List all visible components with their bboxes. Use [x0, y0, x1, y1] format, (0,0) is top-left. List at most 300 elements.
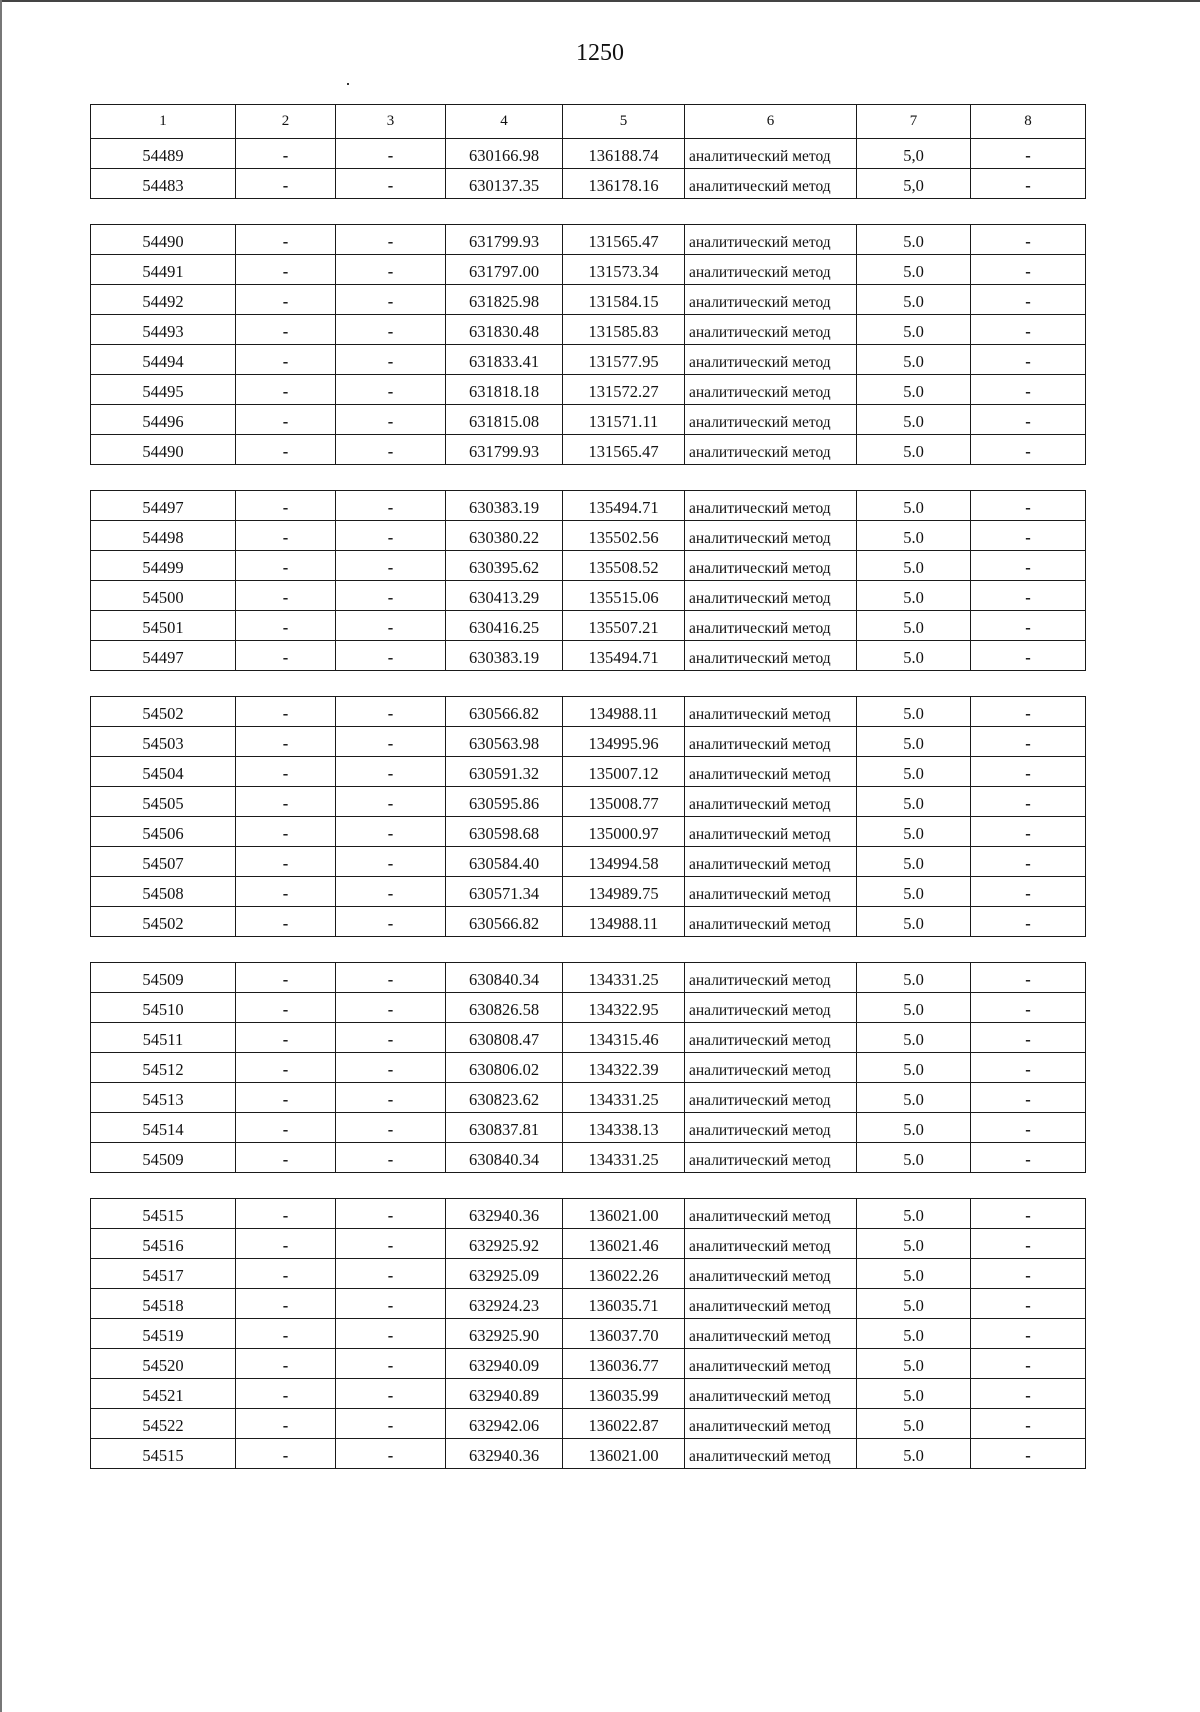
table-cell: - [971, 817, 1086, 847]
table-cell: - [971, 139, 1086, 169]
table-cell: - [336, 877, 446, 907]
page-top-border [0, 0, 1200, 2]
table-cell: 54511 [91, 1023, 236, 1053]
table-cell: - [971, 1143, 1086, 1173]
table-cell: - [236, 1439, 336, 1469]
table-cell: 134989.75 [563, 877, 685, 907]
table-cell: аналитический метод [685, 139, 857, 169]
table-cell: аналитический метод [685, 727, 857, 757]
table-cell: - [236, 697, 336, 727]
table-cell: 630416.25 [446, 611, 563, 641]
table-cell: 54510 [91, 993, 236, 1023]
table-cell: 631799.93 [446, 435, 563, 465]
table-row [91, 581, 1086, 611]
table-cell: 630826.58 [446, 993, 563, 1023]
table-cell: 630137.35 [446, 169, 563, 199]
table-cell: - [336, 1023, 446, 1053]
table-group [90, 104, 1085, 199]
table-cell: - [336, 787, 446, 817]
table-group [90, 696, 1085, 937]
table-cell: - [971, 993, 1086, 1023]
table-cell: 131571.11 [563, 405, 685, 435]
table-cell: - [236, 847, 336, 877]
table-cell: 631799.93 [446, 225, 563, 255]
table-cell: 5.0 [857, 787, 971, 817]
table-cell: аналитический метод [685, 315, 857, 345]
coordinate-table [90, 696, 1086, 937]
table-cell: 5,0 [857, 169, 971, 199]
table-cell: - [236, 641, 336, 671]
table-cell: аналитический метод [685, 1113, 857, 1143]
table-cell: - [971, 611, 1086, 641]
table-cell: - [236, 1319, 336, 1349]
table-cell: 5.0 [857, 963, 971, 993]
table-cell: 5.0 [857, 1319, 971, 1349]
table-cell: - [236, 1379, 336, 1409]
table-cell: - [236, 1259, 336, 1289]
table-group [90, 962, 1085, 1173]
table-row [91, 551, 1086, 581]
table-cell: 54483 [91, 169, 236, 199]
table-cell: аналитический метод [685, 285, 857, 315]
table-cell: 630840.34 [446, 963, 563, 993]
table-cell: 54512 [91, 1053, 236, 1083]
table-cell: 54506 [91, 817, 236, 847]
column-header: 1 [91, 105, 236, 139]
table-cell: - [971, 345, 1086, 375]
table-row [91, 727, 1086, 757]
column-header: 4 [446, 105, 563, 139]
table-cell: 134338.13 [563, 1113, 685, 1143]
table-cell: 630566.82 [446, 907, 563, 937]
table-cell: 5.0 [857, 1083, 971, 1113]
table-cell: - [336, 727, 446, 757]
table-cell: - [236, 255, 336, 285]
table-cell: аналитический метод [685, 345, 857, 375]
table-cell: 54493 [91, 315, 236, 345]
table-cell: 5.0 [857, 1289, 971, 1319]
table-cell: - [971, 435, 1086, 465]
table-cell: 632942.06 [446, 1409, 563, 1439]
table-cell: 131584.15 [563, 285, 685, 315]
table-cell: - [236, 817, 336, 847]
table-cell: 5.0 [857, 375, 971, 405]
table-cell: 630413.29 [446, 581, 563, 611]
table-cell: 632940.89 [446, 1379, 563, 1409]
table-cell: аналитический метод [685, 641, 857, 671]
table-cell: 5.0 [857, 1439, 971, 1469]
table-cell: 630823.62 [446, 1083, 563, 1113]
page-left-border [0, 0, 2, 1712]
table-cell: - [971, 1379, 1086, 1409]
table-cell: аналитический метод [685, 1083, 857, 1113]
table-cell: 630591.32 [446, 757, 563, 787]
table-cell: 630383.19 [446, 641, 563, 671]
table-cell: - [336, 1319, 446, 1349]
table-cell: - [971, 847, 1086, 877]
table-cell: 5.0 [857, 1349, 971, 1379]
table-cell: 135000.97 [563, 817, 685, 847]
table-cell: аналитический метод [685, 697, 857, 727]
table-cell: аналитический метод [685, 1349, 857, 1379]
table-cell: 630584.40 [446, 847, 563, 877]
page-number: 1250 [576, 40, 624, 66]
table-cell: - [236, 877, 336, 907]
table-cell: 54494 [91, 345, 236, 375]
table-cell: 134331.25 [563, 963, 685, 993]
table-cell: 54500 [91, 581, 236, 611]
table-cell: 54509 [91, 1143, 236, 1173]
table-cell: 134988.11 [563, 907, 685, 937]
table-row [91, 521, 1086, 551]
table-cell: - [236, 1199, 336, 1229]
table-cell: 5.0 [857, 255, 971, 285]
table-row [91, 139, 1086, 169]
coordinate-table [90, 1198, 1086, 1469]
table-cell: аналитический метод [685, 1409, 857, 1439]
coordinate-tables [90, 104, 1085, 1494]
table-cell: - [236, 993, 336, 1023]
table-cell: - [971, 551, 1086, 581]
table-cell: - [971, 1289, 1086, 1319]
table-cell: 54501 [91, 611, 236, 641]
table-cell: 136036.77 [563, 1349, 685, 1379]
table-cell: 54518 [91, 1289, 236, 1319]
table-cell: 54519 [91, 1319, 236, 1349]
table-cell: 54515 [91, 1439, 236, 1469]
table-cell: 54489 [91, 139, 236, 169]
table-cell: 134994.58 [563, 847, 685, 877]
table-cell: - [336, 641, 446, 671]
table-cell: аналитический метод [685, 1053, 857, 1083]
table-cell: - [336, 169, 446, 199]
table-cell: - [236, 1409, 336, 1439]
table-cell: аналитический метод [685, 581, 857, 611]
table-header-row [91, 105, 1086, 139]
table-cell: 54515 [91, 1199, 236, 1229]
table-cell: аналитический метод [685, 1259, 857, 1289]
table-cell: - [236, 1229, 336, 1259]
table-cell: - [336, 1083, 446, 1113]
table-cell: - [336, 1409, 446, 1439]
table-cell: - [236, 139, 336, 169]
table-cell: - [971, 521, 1086, 551]
table-cell: 631830.48 [446, 315, 563, 345]
table-cell: 631825.98 [446, 285, 563, 315]
table-cell: - [336, 1229, 446, 1259]
table-cell: 135507.21 [563, 611, 685, 641]
table-cell: - [236, 1113, 336, 1143]
table-row [91, 1349, 1086, 1379]
table-cell: 632925.09 [446, 1259, 563, 1289]
column-header: 8 [971, 105, 1086, 139]
table-cell: 5.0 [857, 581, 971, 611]
table-cell: - [971, 877, 1086, 907]
table-cell: - [971, 1259, 1086, 1289]
table-cell: 54492 [91, 285, 236, 315]
table-cell: аналитический метод [685, 877, 857, 907]
table-cell: - [336, 611, 446, 641]
table-cell: 631818.18 [446, 375, 563, 405]
table-cell: - [336, 551, 446, 581]
table-cell: - [971, 1053, 1086, 1083]
table-cell: 135502.56 [563, 521, 685, 551]
table-cell: 135007.12 [563, 757, 685, 787]
table-cell: - [236, 285, 336, 315]
table-row [91, 877, 1086, 907]
table-cell: 5.0 [857, 877, 971, 907]
table-cell: 5.0 [857, 847, 971, 877]
table-row [91, 1143, 1086, 1173]
table-row [91, 847, 1086, 877]
table-cell: 54491 [91, 255, 236, 285]
table-cell: аналитический метод [685, 611, 857, 641]
table-row [91, 255, 1086, 285]
table-cell: 630808.47 [446, 1023, 563, 1053]
table-cell: аналитический метод [685, 1229, 857, 1259]
table-cell: - [236, 1289, 336, 1319]
table-cell: 632940.09 [446, 1349, 563, 1379]
table-cell: - [236, 1349, 336, 1379]
table-cell: - [971, 1199, 1086, 1229]
table-cell: 5.0 [857, 993, 971, 1023]
table-cell: 136178.16 [563, 169, 685, 199]
table-cell: 5.0 [857, 611, 971, 641]
table-cell: - [971, 963, 1086, 993]
table-group [90, 490, 1085, 671]
table-cell: - [971, 375, 1086, 405]
table-cell: - [971, 315, 1086, 345]
table-cell: 54505 [91, 787, 236, 817]
table-cell: - [236, 1143, 336, 1173]
table-row [91, 315, 1086, 345]
table-cell: - [336, 847, 446, 877]
table-cell: 5.0 [857, 491, 971, 521]
table-cell: 631797.00 [446, 255, 563, 285]
table-cell: аналитический метод [685, 817, 857, 847]
table-cell: - [236, 435, 336, 465]
table-cell: - [336, 907, 446, 937]
table-row [91, 787, 1086, 817]
table-row [91, 817, 1086, 847]
table-cell: аналитический метод [685, 551, 857, 581]
table-row [91, 1379, 1086, 1409]
table-cell: 134331.25 [563, 1083, 685, 1113]
table-cell: аналитический метод [685, 521, 857, 551]
table-cell: - [236, 375, 336, 405]
table-cell: - [971, 787, 1086, 817]
table-cell: аналитический метод [685, 787, 857, 817]
table-cell: 632925.90 [446, 1319, 563, 1349]
table-cell: 5.0 [857, 757, 971, 787]
table-cell: 134322.95 [563, 993, 685, 1023]
table-cell: - [971, 225, 1086, 255]
table-cell: - [236, 315, 336, 345]
table-cell: - [336, 993, 446, 1023]
table-cell: 54502 [91, 697, 236, 727]
table-row [91, 641, 1086, 671]
table-cell: 5.0 [857, 345, 971, 375]
table-cell: 136035.71 [563, 1289, 685, 1319]
table-row [91, 963, 1086, 993]
table-cell: - [971, 1409, 1086, 1439]
table-cell: 54497 [91, 641, 236, 671]
table-cell: аналитический метод [685, 255, 857, 285]
table-cell: - [336, 1439, 446, 1469]
table-cell: - [336, 817, 446, 847]
coordinate-table [90, 490, 1086, 671]
table-cell: 54520 [91, 1349, 236, 1379]
table-row [91, 611, 1086, 641]
table-cell: - [236, 963, 336, 993]
table-cell: - [236, 757, 336, 787]
table-cell: 54490 [91, 435, 236, 465]
table-cell: 5.0 [857, 1113, 971, 1143]
table-cell: - [336, 521, 446, 551]
table-cell: 136021.00 [563, 1199, 685, 1229]
table-cell: 5,0 [857, 139, 971, 169]
table-cell: 5.0 [857, 1023, 971, 1053]
table-cell: 630383.19 [446, 491, 563, 521]
table-cell: 135508.52 [563, 551, 685, 581]
table-cell: - [971, 757, 1086, 787]
table-cell: - [971, 1113, 1086, 1143]
table-cell: 5.0 [857, 817, 971, 847]
table-cell: - [236, 551, 336, 581]
table-cell: - [336, 581, 446, 611]
table-cell: 5.0 [857, 1379, 971, 1409]
table-cell: 5.0 [857, 641, 971, 671]
table-cell: 5.0 [857, 405, 971, 435]
table-cell: 136022.26 [563, 1259, 685, 1289]
table-cell: аналитический метод [685, 847, 857, 877]
table-cell: 630806.02 [446, 1053, 563, 1083]
column-header: 7 [857, 105, 971, 139]
table-cell: 5.0 [857, 907, 971, 937]
table-cell: - [971, 169, 1086, 199]
table-cell: - [336, 285, 446, 315]
table-cell: 54517 [91, 1259, 236, 1289]
table-cell: - [236, 1023, 336, 1053]
table-cell: 54498 [91, 521, 236, 551]
table-cell: 54495 [91, 375, 236, 405]
table-cell: 5.0 [857, 435, 971, 465]
table-cell: - [971, 491, 1086, 521]
table-cell: - [971, 727, 1086, 757]
table-cell: - [971, 907, 1086, 937]
table-cell: 135494.71 [563, 491, 685, 521]
table-cell: - [336, 491, 446, 521]
table-cell: 54496 [91, 405, 236, 435]
table-row [91, 225, 1086, 255]
table-cell: аналитический метод [685, 1439, 857, 1469]
table-cell: - [971, 405, 1086, 435]
table-cell: 5.0 [857, 315, 971, 345]
table-row [91, 1439, 1086, 1469]
table-cell: 5.0 [857, 1409, 971, 1439]
table-cell: 630837.81 [446, 1113, 563, 1143]
table-cell: 134988.11 [563, 697, 685, 727]
table-row [91, 491, 1086, 521]
table-cell: - [236, 907, 336, 937]
table-cell: 632924.23 [446, 1289, 563, 1319]
table-cell: 630380.22 [446, 521, 563, 551]
table-cell: - [336, 1143, 446, 1173]
table-cell: 5.0 [857, 697, 971, 727]
table-cell: 630395.62 [446, 551, 563, 581]
table-cell: 131572.27 [563, 375, 685, 405]
table-cell: - [236, 611, 336, 641]
table-cell: - [236, 405, 336, 435]
table-cell: - [336, 757, 446, 787]
table-cell: 5.0 [857, 285, 971, 315]
table-cell: - [971, 1439, 1086, 1469]
table-row [91, 1199, 1086, 1229]
table-cell: - [336, 225, 446, 255]
table-cell: аналитический метод [685, 993, 857, 1023]
table-cell: - [336, 375, 446, 405]
table-row [91, 1289, 1086, 1319]
table-row [91, 1023, 1086, 1053]
table-row [91, 1113, 1086, 1143]
table-cell: аналитический метод [685, 169, 857, 199]
table-cell: - [971, 1319, 1086, 1349]
table-cell: 632940.36 [446, 1199, 563, 1229]
table-cell: 54497 [91, 491, 236, 521]
table-cell: аналитический метод [685, 757, 857, 787]
table-cell: 5.0 [857, 1199, 971, 1229]
table-cell: 136035.99 [563, 1379, 685, 1409]
table-cell: - [971, 581, 1086, 611]
table-cell: 632925.92 [446, 1229, 563, 1259]
table-cell: 630566.82 [446, 697, 563, 727]
table-cell: 135008.77 [563, 787, 685, 817]
table-cell: аналитический метод [685, 1199, 857, 1229]
table-cell: - [236, 345, 336, 375]
table-cell: - [336, 345, 446, 375]
table-cell: 134315.46 [563, 1023, 685, 1053]
column-header: 3 [336, 105, 446, 139]
table-cell: - [971, 1023, 1086, 1053]
table-cell: 136188.74 [563, 139, 685, 169]
table-row [91, 169, 1086, 199]
table-row [91, 993, 1086, 1023]
table-cell: - [336, 697, 446, 727]
table-cell: 5.0 [857, 1259, 971, 1289]
table-cell: 5.0 [857, 225, 971, 255]
table-cell: - [971, 255, 1086, 285]
table-group [90, 1198, 1085, 1469]
table-cell: 131573.34 [563, 255, 685, 285]
coordinate-table [90, 224, 1086, 465]
table-cell: 54502 [91, 907, 236, 937]
table-cell: - [336, 963, 446, 993]
table-cell: 135494.71 [563, 641, 685, 671]
table-cell: 631815.08 [446, 405, 563, 435]
table-cell: - [336, 1199, 446, 1229]
table-cell: 136022.87 [563, 1409, 685, 1439]
table-row [91, 435, 1086, 465]
table-cell: аналитический метод [685, 1023, 857, 1053]
table-row [91, 757, 1086, 787]
table-cell: 5.0 [857, 1053, 971, 1083]
table-cell: - [236, 521, 336, 551]
column-header: 2 [236, 105, 336, 139]
column-header: 5 [563, 105, 685, 139]
table-cell: 134322.39 [563, 1053, 685, 1083]
table-cell: 136021.46 [563, 1229, 685, 1259]
table-cell: 136021.00 [563, 1439, 685, 1469]
